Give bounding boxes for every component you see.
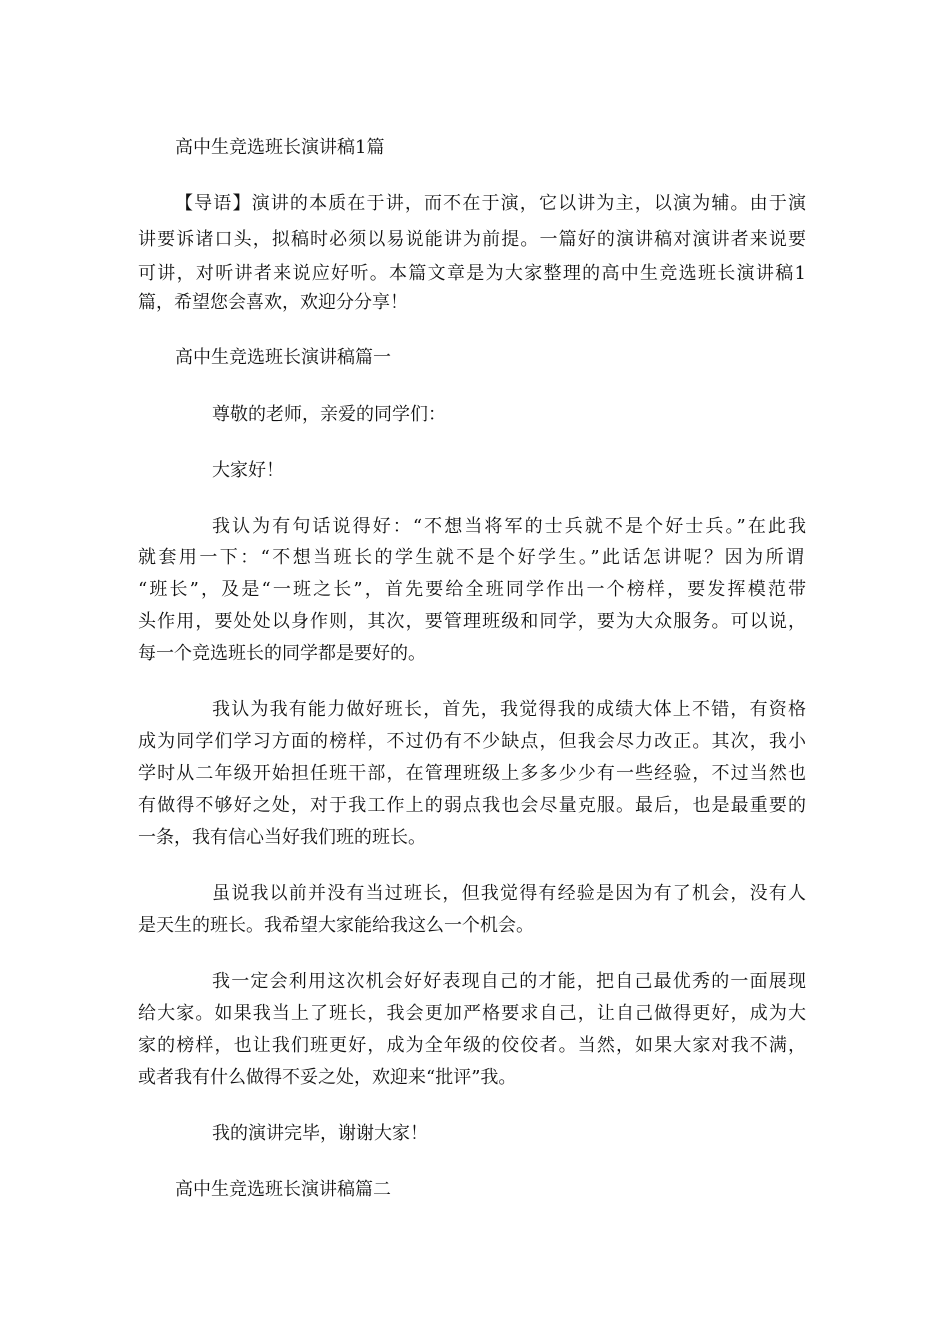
paragraph-line: 有做得不够好之处，对于我工作上的弱点我也会尽量克服。最后，也是最重要的 <box>138 795 806 816</box>
paragraph-line: 或者我有什么做得不妥之处，欢迎来“批评”我。 <box>138 1067 517 1088</box>
paragraph-line: 虽说我以前并没有当过班长，但我觉得有经验是因为有了机会，没有人 <box>212 883 806 904</box>
section1-heading: 高中生竞选班长演讲稿篇一 <box>175 347 391 368</box>
paragraph-line: 是天生的班长。我希望大家能给我这么一个机会。 <box>138 915 534 936</box>
paragraph-line: 每一个竞选班长的同学都是要好的。 <box>138 643 426 664</box>
paragraph-line: 我认为有句话说得好：“不想当将军的士兵就不是个好士兵。”在此我 <box>212 516 806 537</box>
salutation: 尊敬的老师，亲爱的同学们： <box>212 404 446 425</box>
paragraph-line: 我一定会利用这次机会好好表现自己的才能，把自己最优秀的一面展现 <box>212 971 806 992</box>
intro-line: 【导语】演讲的本质在于讲，而不在于演，它以讲为主，以演为辅。由于演 <box>175 193 806 214</box>
paragraph-line: 我认为我有能力做好班长，首先，我觉得我的成绩大体上不错，有资格 <box>212 699 806 720</box>
paragraph-line: 家的榜样，也让我们班更好，成为全年级的佼佼者。当然，如果大家对我不满， <box>138 1035 806 1056</box>
paragraph-line: 成为同学们学习方面的榜样，不过仍有不少缺点，但我会尽力改正。其次，我小 <box>138 731 806 752</box>
paragraph-line: 给大家。如果我当上了班长，我会更加严格要求自己，让自己做得更好，成为大 <box>138 1003 806 1024</box>
intro-line: 篇，希望您会喜欢，欢迎分分享！ <box>138 292 408 313</box>
intro-line: 讲要诉诸口头，拟稿时必须以易说能讲为前提。一篇好的演讲稿对演讲者来说要 <box>138 229 806 250</box>
paragraph-line: “班长”，及是“一班之长”，首先要给全班同学作出一个榜样，要发挥模范带 <box>138 579 806 600</box>
intro-line: 可讲，对听讲者来说应好听。本篇文章是为大家整理的高中生竞选班长演讲稿1 <box>138 263 806 284</box>
greeting: 大家好！ <box>212 460 284 481</box>
closing-line: 我的演讲完毕，谢谢大家！ <box>212 1123 428 1144</box>
paragraph-line: 学时从二年级开始担任班干部，在管理班级上多多少少有一些经验，不过当然也 <box>138 763 806 784</box>
section2-heading: 高中生竞选班长演讲稿篇二 <box>175 1179 391 1200</box>
paragraph-line: 一条，我有信心当好我们班的班长。 <box>138 827 426 848</box>
paragraph-line: 就套用一下：“不想当班长的学生就不是个好学生。”此话怎讲呢？因为所谓 <box>138 547 804 568</box>
paragraph-line: 头作用，要处处以身作则，其次，要管理班级和同学，要为大众服务。可以说， <box>138 611 806 632</box>
document-title: 高中生竞选班长演讲稿1篇 <box>175 137 385 158</box>
